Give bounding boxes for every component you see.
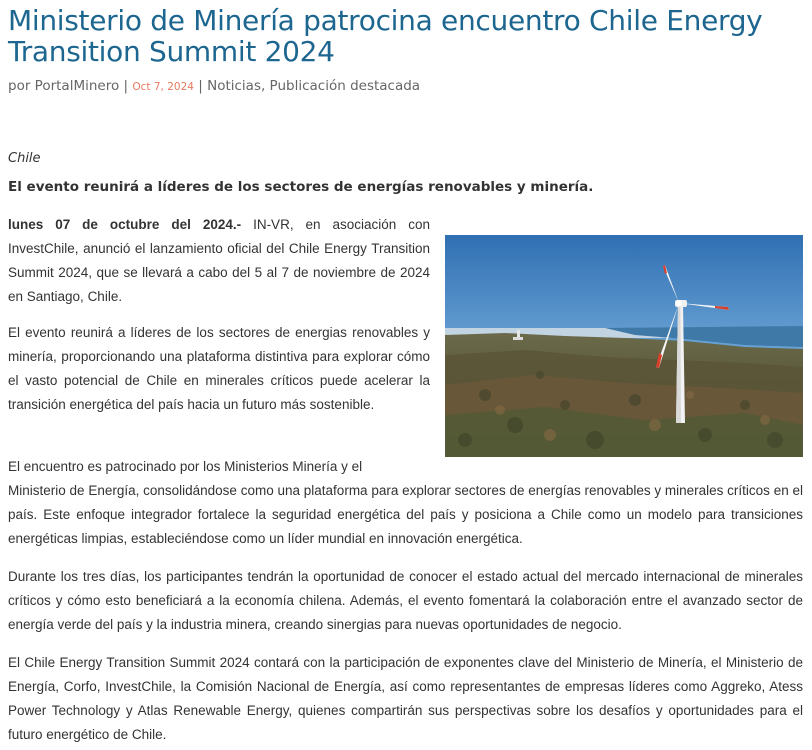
meta-separator: | bbox=[119, 78, 133, 94]
publish-date: Oct 7, 2024 bbox=[132, 81, 194, 93]
article-dateline: lunes 07 de octubre del 2024.- bbox=[8, 217, 242, 232]
article-location: Chile bbox=[8, 151, 41, 166]
paragraph-sponsors: Ministerio de Energía, consolidándose como una plataforma para explorar sectores de energías renovables y minerales críticos en el país. Este enfoque integrador fortalece la seguridad energética del país y posiciona a Chile como un modelo para transiciones energéticas limpias, estableciéndose como un líder mundial en innovación energética. bbox=[8, 483, 803, 546]
paragraph-speakers: El Chile Energy Transition Summit 2024 contará con la participación de exponentes clave del Ministerio de Minería, el Ministerio de Energía, Corfo, InvestChile, la Comisión Nacional de Energía, así como representantes de empresas líderes como Aggreko, Atess Power Technology y Atlas Renewable Energy, quienes compartirán sus perspectivas sobre los desafíos y oportunidades para el futuro energético de Chile. bbox=[8, 655, 803, 742]
paragraph-intro bbox=[8, 213, 430, 309]
article-lead: El evento reunirá a líderes de los sectores de energías renovables y minería. bbox=[8, 179, 594, 195]
intro-text: IN-VR, en asociación con InvestChile, anunció el lanzamiento oficial del Chile Energy Transition Summit 2024, que se llevará a cabo del 5 al 7 de noviembre de 2024 en Santiago, Chile. bbox=[8, 217, 431, 304]
article-title: Ministerio de Minería patrocina encuentro Chile Energy Transition Summit 2024 bbox=[8, 4, 763, 68]
meta-separator: | bbox=[193, 78, 208, 94]
wind-turbine-photo bbox=[445, 235, 803, 457]
paragraph-sponsors-line1: El encuentro es patrocinado por los Ministerios Minería y el bbox=[8, 459, 363, 474]
paragraph-event: El evento reunirá a líderes de los sectores de energias renovables y minería, proporcionando una plataforma distintiva para explorar cómo el vasto potencial de Chile en minerales críticos puede acelerar la transición energética del país hacia un futuro más sostenible. bbox=[8, 325, 430, 412]
article-meta bbox=[8, 78, 420, 94]
paragraph-participants: Durante los tres días, los participantes tendrán la oportunidad de conocer el estado actual del mercado internacional de minerales críticos y cómo esto beneficiará a la economía chilena. Además, el evento fomentará la colaboración entre el avanzado sector de energía verde del país y la industria minera, creando sinergias para nuevas oportunidades de negocio. bbox=[8, 569, 803, 632]
category-links[interactable]: Noticias, Publicación destacada bbox=[207, 78, 421, 94]
author-prefix: por bbox=[8, 78, 35, 94]
author-link[interactable]: PortalMinero bbox=[34, 78, 120, 94]
